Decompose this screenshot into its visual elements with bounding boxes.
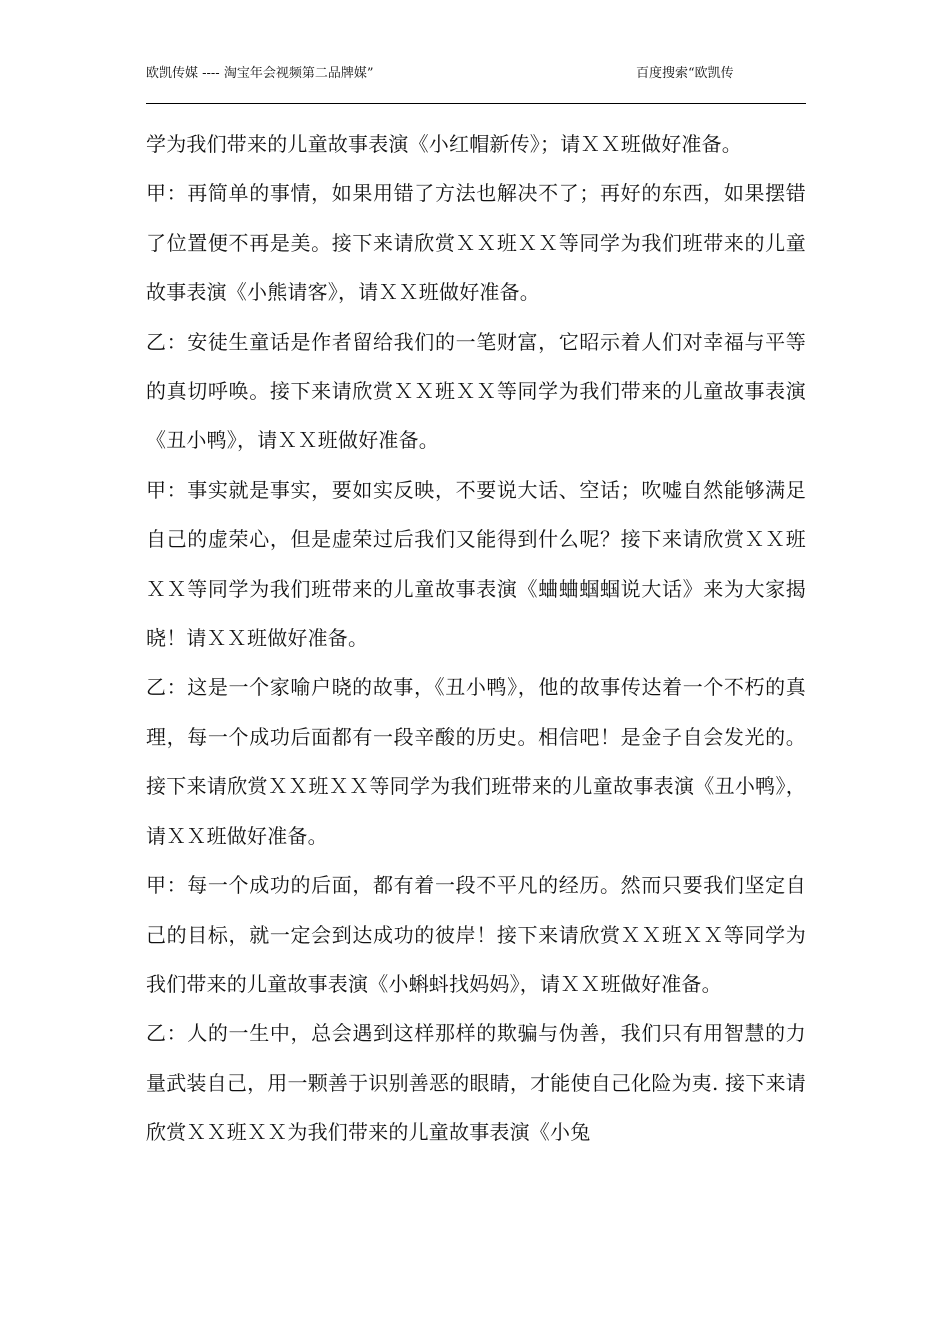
header-right-text: 百度搜索“欧凯传 — [636, 66, 734, 81]
paragraph: 乙：安徒生童话是作者留给我们的一笔财富，它昭示着人们对幸福与平等的真切呼唤。接下来请欣赏ＸＸ班ＸＸ等同学为我们带来的儿童故事表演《丑小鸭》，请ＸＸ班做好准备。 — [146, 329, 806, 453]
paragraph: 乙：这是一个家喻户晓的故事，《丑小鸭》，他的故事传达着一个不朽的真理，每一个成功后面都有一段辛酸的历史。相信吧！是金子自会发光的。接下来请欣赏ＸＸ班ＸＸ等同学为我们班带来的儿童故事表演《丑小鸭》，请ＸＸ班做好准备。 — [146, 675, 806, 848]
header-left-text: 欧凯传媒 ---- 淘宝年会视频第二品牌媒” — [146, 66, 374, 81]
page-header — [146, 66, 806, 104]
document-body — [146, 120, 806, 1158]
header-divider — [146, 103, 806, 104]
paragraph: 甲：每一个成功的后面，都有着一段不平凡的经历。然而只要我们坚定自己的目标，就一定会到达成功的彼岸！接下来请欣赏ＸＸ班ＸＸ等同学为我们带来的儿童故事表演《小蝌蚪找妈妈》，请ＸＸ班做好准备。 — [146, 873, 806, 996]
paragraph: 甲：事实就是事实，要如实反映，不要说大话、空话；吹嘘自然能够满足自己的虚荣心，但是虚荣过后我们又能得到什么呢？接下来请欣赏ＸＸ班ＸＸ等同学为我们班带来的儿童故事表演《蛐蛐蝈蝈说大话》来为大家揭晓！请ＸＸ班做好准备。 — [146, 477, 806, 651]
paragraph: 甲：再简单的事情，如果用错了方法也解决不了；再好的东西，如果摆错了位置便不再是美。接下来请欣赏ＸＸ班ＸＸ等同学为我们班带来的儿童故事表演《小熊请客》，请ＸＸ班做好准备。 — [146, 181, 806, 305]
paragraph: 学为我们带来的儿童故事表演《小红帽新传》；请ＸＸ班做好准备。 — [146, 132, 742, 156]
paragraph: 乙：人的一生中，总会遇到这样那样的欺骗与伪善，我们只有用智慧的力量武装自己，用一颗善于识别善恶的眼睛，才能使自己化险为夷. 接下来请欣赏ＸＸ班ＸＸ为我们带来的儿童故事表演《小兔 — [146, 1021, 806, 1145]
